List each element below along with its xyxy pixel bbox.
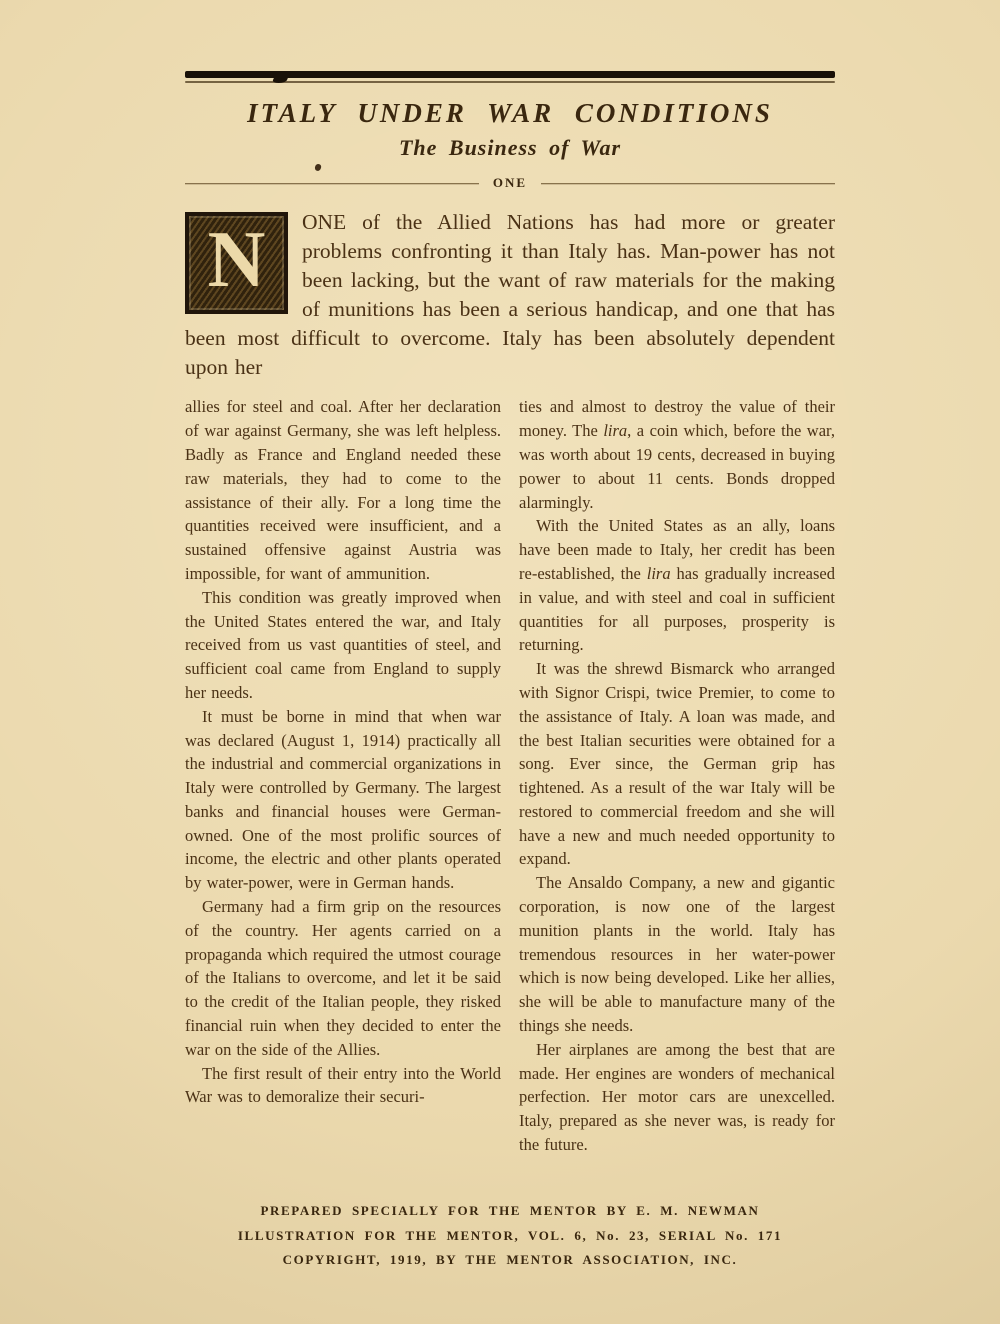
ink-speck: [314, 163, 322, 171]
footer-line-copyright: COPYRIGHT, 1919, BY THE MENTOR ASSOCIATION, INC.: [282, 1252, 738, 1268]
paragraph: It must be borne in mind that when war was declared (August 1, 1914) practically all the industrial and commercial organizations in Italy were controlled by Germany. The largest banks and financial houses were German-owned. One of the most prolific sources of income, the electric and other plants operated by water-power, were in German hands.: [185, 706, 501, 893]
paragraph: With the United States as an ally, loans have been made to Italy, her credit has been re-established, the lira has gradually increased in value, and with steel and coal in sufficient quantities for all purposes, prosperity is returning.: [519, 516, 835, 655]
column-right: [519, 395, 835, 1157]
paragraph: ties and almost to destroy the value of their money. The lira, a coin which, before the war, was worth about 19 cents, decreased in buying power to about 11 cents. Bonds dropped alarmingly.: [519, 397, 835, 512]
paragraph: Her airplanes are among the best that are made. Her engines are wonders of mechanical perfection. Her motor cars are unexcelled. Italy, prepared as she never was, is ready for the future.: [519, 1039, 835, 1155]
footer-line-prepared: PREPARED SPECIALLY FOR THE MENTOR BY E. M. NEWMAN: [260, 1203, 760, 1219]
section-divider: [185, 175, 835, 191]
paragraph: allies for steel and coal. After her declaration of war against Germany, she was left helpless. Badly as France and England needed these raw materials, they had to come to the assistance of their ally. For a long time the quantities received were insufficient, and a sustained offensive against Austria was impossible, for want of ammunition.: [185, 397, 501, 583]
divider-line-right: [541, 183, 835, 184]
column-left: [185, 395, 501, 1109]
footer-line-illustration: ILLUSTRATION FOR THE MENTOR, VOL. 6, No. 23, SERIAL No. 171: [237, 1227, 783, 1243]
paragraph: The Ansaldo Company, a new and gigantic corporation, is now one of the largest munition plants in the world. Italy has tremendous resources in her water-power which is now being developed. Like her allies, she will be able to manufacture many of the things she needs.: [519, 873, 835, 1036]
paragraph: Germany had a firm grip on the resources of the country. Her agents carried on a propaganda which required the utmost courage of the Italians to overcome, and let it be said to the credit of the Italian people, they risked financial ruin when they decided to enter the war on the side of the Allies.: [185, 897, 501, 1059]
lead-text: ONE of the Allied Nations has had more or greater problems confronting it than Italy has. Man-power has not been lacking, but the want of raw materials for the making of munitions has been a serious handicap, and one that has been most difficult to overcome. Italy has been absolutely dependent upon her: [185, 210, 835, 380]
section-label: ONE: [492, 175, 528, 191]
footer-credits: [185, 1199, 835, 1273]
magazine-page: [185, 0, 835, 1273]
drop-cap: [185, 212, 288, 314]
paragraph: The first result of their entry into the World War was to demoralize their securi-: [185, 1063, 501, 1107]
top-rule-thick: [185, 71, 835, 78]
paragraph: It was the shrewd Bismarck who arranged with Signor Crispi, twice Premier, to come to the assistance of Italy. A loan was made, and the best Italian securities were obtained for a song. Ever since, the German grip has tightened. As a result of the war Italy will be restored to commercial freedom and she will have a new and much needed opportunity to expand.: [519, 659, 835, 869]
divider-line-left: [185, 183, 479, 184]
page-subtitle: The Business of War: [398, 135, 622, 161]
drop-cap-letter: N: [207, 216, 266, 305]
page-title: ITALY UNDER WAR CONDITIONS: [247, 98, 773, 128]
lead-paragraph: [185, 208, 835, 382]
paragraph: This condition was greatly improved when the United States entered the war, and Italy received from us vast quantities of steel, and sufficient coal came from England to supply her needs.: [185, 587, 501, 702]
body-columns: [185, 395, 835, 1183]
